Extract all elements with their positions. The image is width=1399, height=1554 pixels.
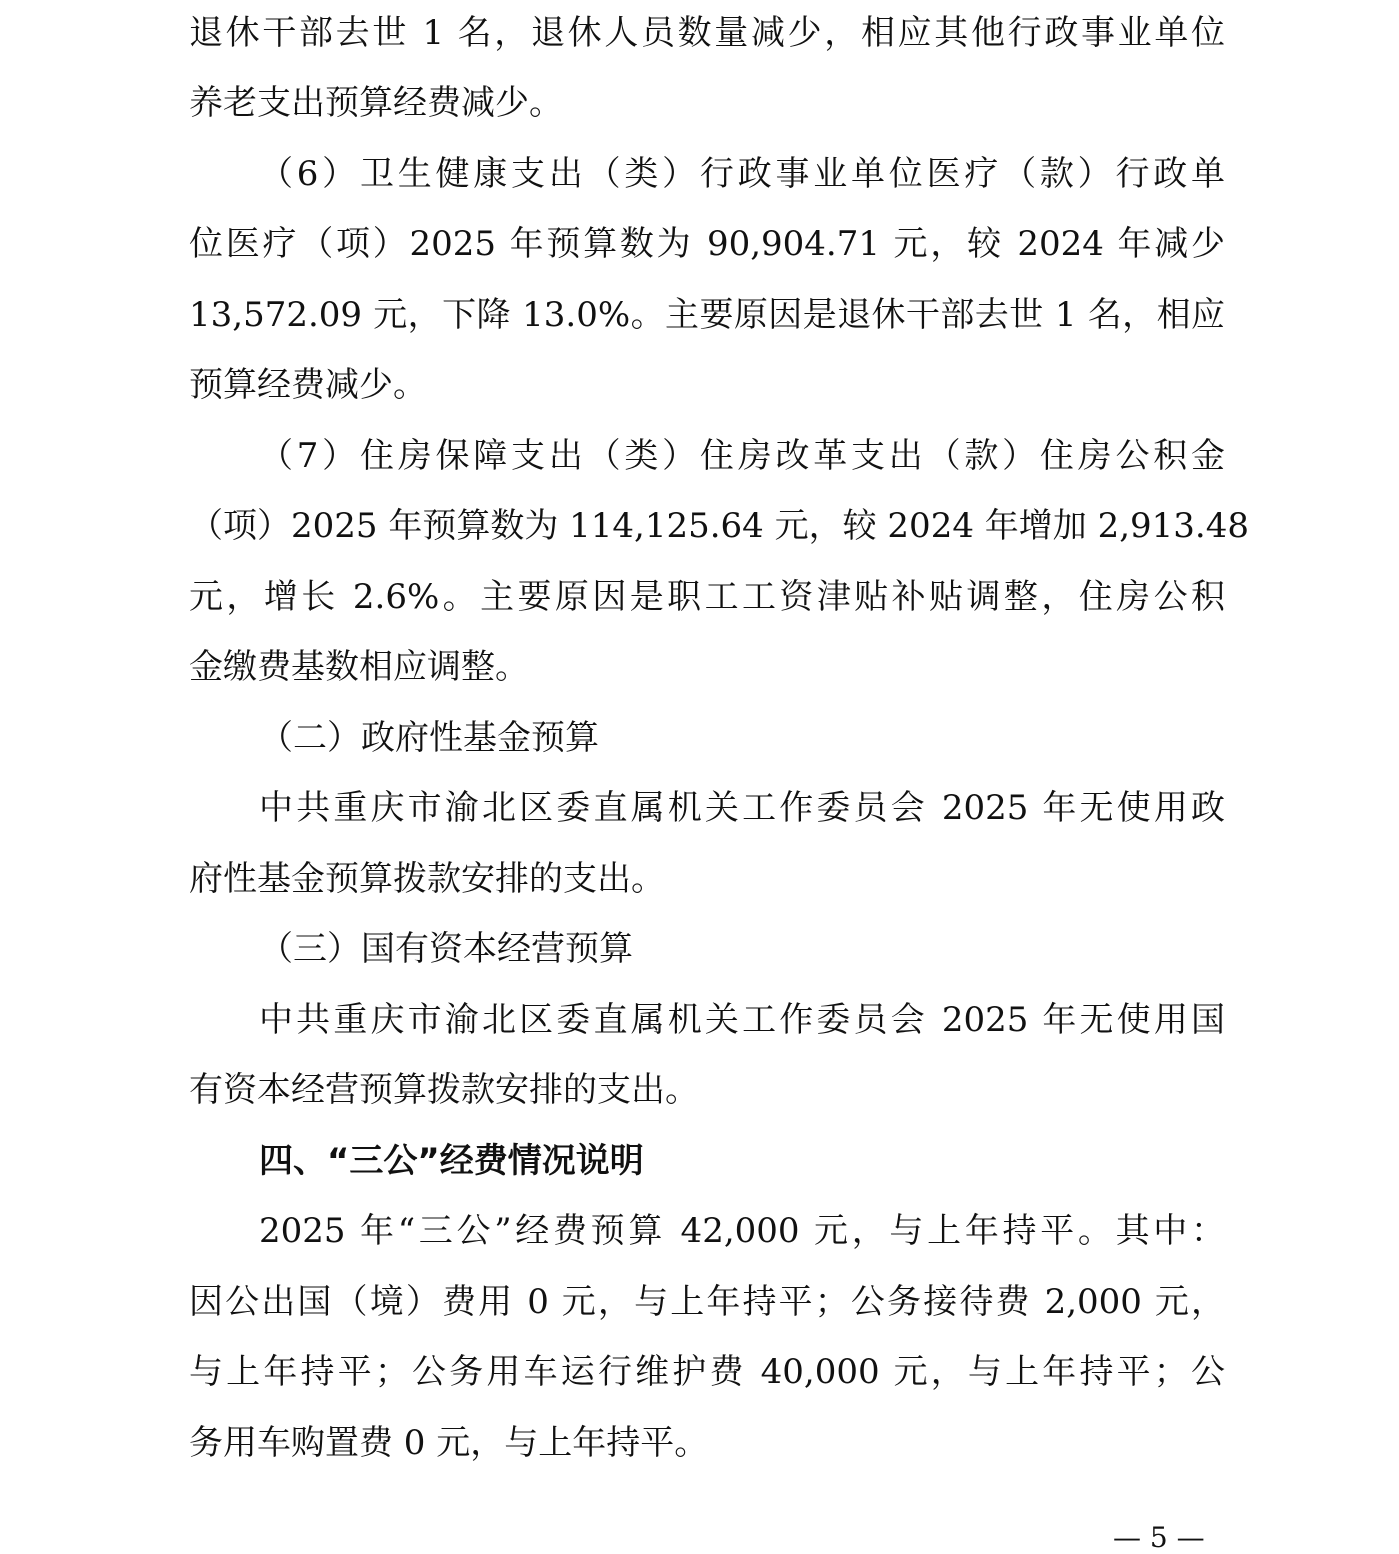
body-text-line: 元，增长 2.6%。主要原因是职工工资津贴补贴调整，住房公积: [189, 577, 1225, 617]
body-text-line: 与上年持平；公务用车运行维护费 40,000 元，与上年持平；公: [189, 1352, 1225, 1392]
item-6-heading-line: （6）卫生健康支出（类）行政事业单位医疗（款）行政单: [259, 154, 1225, 194]
body-text-line: 中共重庆市渝北区委直属机关工作委员会 2025 年无使用政: [259, 788, 1225, 828]
page-number: — 5 —: [1113, 1521, 1205, 1554]
body-text-line: 位医疗（项）2025 年预算数为 90,904.71 元，较 2024 年减少: [189, 224, 1225, 264]
section-heading-government-fund: （二）政府性基金预算: [259, 718, 599, 758]
body-text-line: 预算经费减少。: [189, 365, 427, 405]
body-text-line: 养老支出预算经费减少。: [189, 83, 563, 123]
body-text-line: 中共重庆市渝北区委直属机关工作委员会 2025 年无使用国: [259, 1000, 1225, 1040]
body-text-line: 府性基金预算拨款安排的支出。: [189, 859, 665, 899]
body-text-line: 务用车购置费 0 元，与上年持平。: [189, 1423, 709, 1463]
body-text-line: 有资本经营预算拨款安排的支出。: [189, 1070, 699, 1110]
item-7-heading-line: （7）住房保障支出（类）住房改革支出（款）住房公积金: [259, 436, 1225, 476]
section-heading-state-capital: （三）国有资本经营预算: [259, 929, 633, 969]
section-heading-three-public-expenses: 四、“三公”经费情况说明: [259, 1141, 644, 1181]
body-text-line: （项）2025 年预算数为 114,125.64 元，较 2024 年增加 2,913.48: [189, 506, 1249, 546]
body-text-line: 2025 年“三公”经费预算 42,000 元，与上年持平。其中：: [259, 1211, 1225, 1251]
body-text-line: 13,572.09 元，下降 13.0%。主要原因是退休干部去世 1 名，相应: [189, 295, 1225, 335]
body-text-line: 退休干部去世 1 名，退休人员数量减少，相应其他行政事业单位: [189, 13, 1225, 53]
body-text-line: 因公出国（境）费用 0 元，与上年持平；公务接待费 2,000 元，: [189, 1282, 1225, 1322]
body-text-line: 金缴费基数相应调整。: [189, 647, 529, 687]
